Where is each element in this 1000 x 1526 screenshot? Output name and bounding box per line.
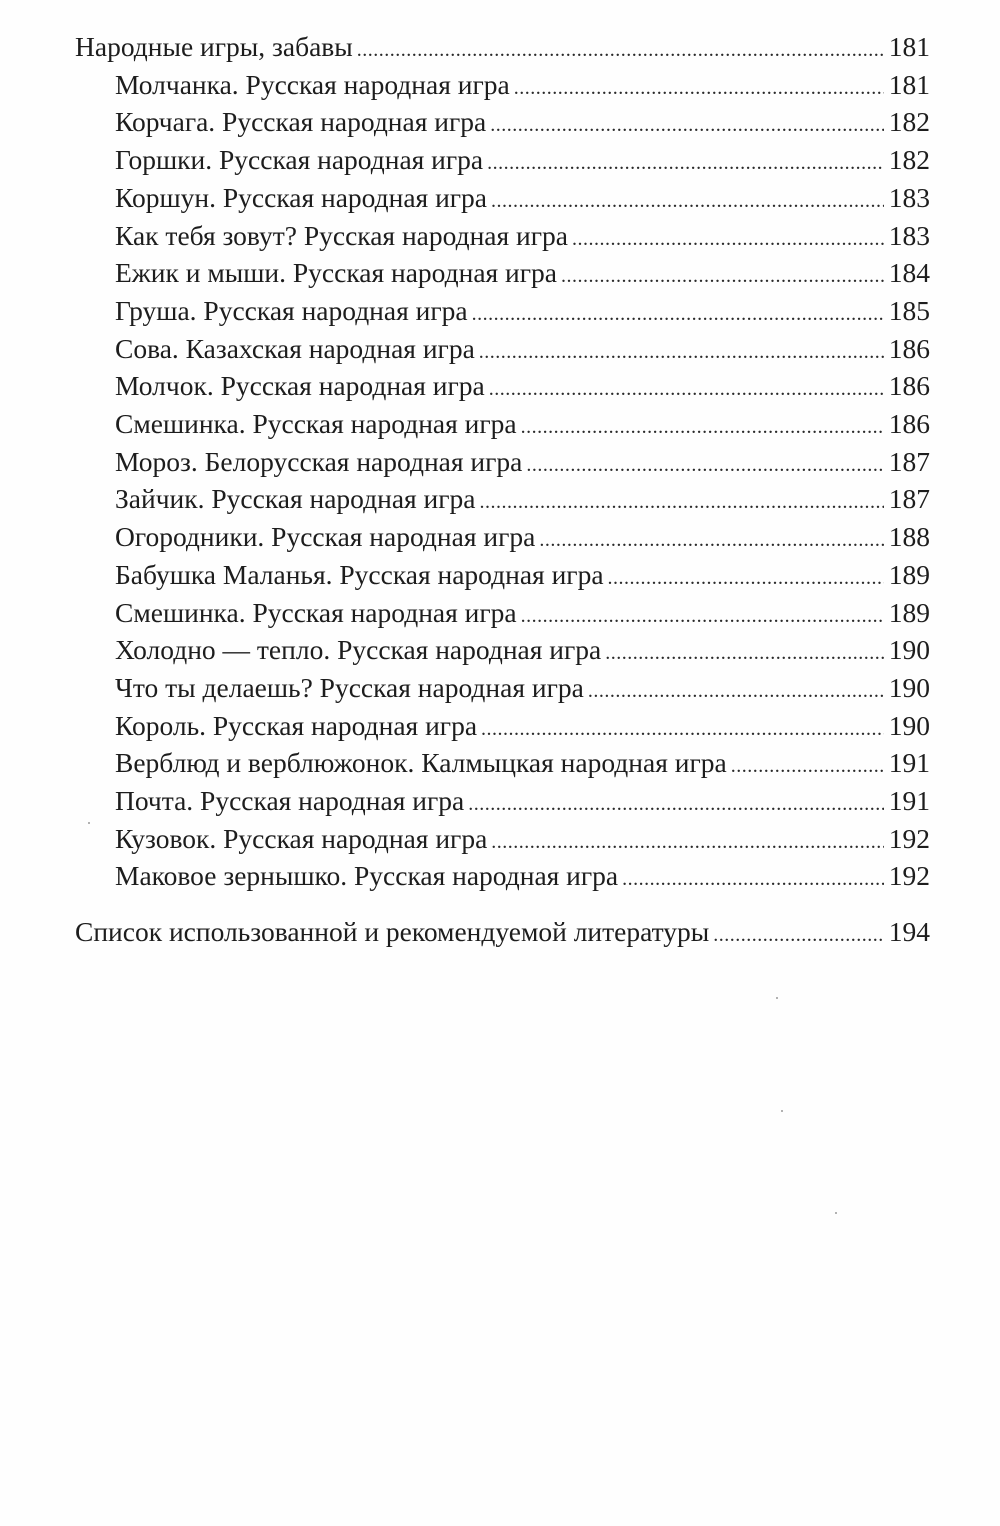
toc-entry[interactable] — [75, 219, 930, 257]
toc-entry-page: 183 — [888, 219, 930, 251]
toc-entry-title: Бабушка Маланья. Русская народная игра — [115, 558, 604, 590]
dot-leader — [572, 223, 884, 257]
dot-leader — [521, 411, 884, 445]
toc-entry[interactable] — [75, 859, 930, 897]
toc-entry-title: Ежик и мыши. Русская народная игра — [115, 257, 558, 289]
toc-entry-title: Сова. Казахская народная игра — [115, 332, 475, 364]
toc-entry[interactable] — [75, 784, 930, 822]
toc-entry-title: Холодно — тепло. Русская народная игра — [115, 634, 602, 666]
dot-leader — [357, 34, 884, 68]
toc-entry-title: Мороз. Белорусская народная игра — [115, 445, 523, 477]
toc-entry-page: 183 — [888, 181, 930, 213]
dot-leader — [622, 863, 884, 897]
toc-entry[interactable] — [75, 746, 930, 784]
dot-leader — [491, 185, 884, 219]
toc-entry-title: Верблюд и верблюжонок. Калмыцкая народная игра — [115, 747, 727, 779]
toc-entry[interactable] — [75, 520, 930, 558]
paper-speck — [835, 1212, 837, 1214]
toc-entry[interactable] — [75, 105, 930, 143]
dot-leader — [490, 109, 884, 143]
toc-entry-page: 181 — [888, 31, 930, 62]
toc-entry-page: 186 — [888, 408, 930, 440]
toc-entry-title: Молчанка. Русская народная игра — [115, 68, 510, 100]
dot-leader — [479, 336, 884, 370]
toc-entry-page: 184 — [888, 257, 930, 289]
toc-entry-page: 182 — [888, 144, 930, 176]
toc-entry[interactable] — [75, 68, 930, 106]
toc-entry-page: 187 — [888, 483, 930, 515]
toc-entry[interactable] — [75, 558, 930, 596]
toc-entry[interactable] — [75, 671, 930, 709]
toc-entry-page: 186 — [888, 332, 930, 364]
dot-leader — [605, 637, 884, 671]
toc-entry-page: 190 — [888, 671, 930, 703]
toc-entry-title: Смешинка. Русская народная игра — [115, 408, 517, 440]
toc-entry-title: Список использованной и рекомендуемой литературы — [75, 916, 710, 948]
toc-entry-page: 190 — [888, 709, 930, 741]
toc-entry-page: 192 — [888, 822, 930, 854]
toc-entry[interactable] — [75, 822, 930, 860]
dot-leader — [526, 449, 883, 483]
toc-entry[interactable] — [75, 181, 930, 219]
toc-entry-title: Огородники. Русская народная игра — [115, 521, 536, 553]
dot-leader — [491, 826, 883, 860]
toc-entry-title: Коршун. Русская народная игра — [115, 181, 488, 213]
dot-leader — [489, 373, 884, 407]
toc-entry-title: Маковое зернышко. Русская народная игра — [115, 860, 619, 892]
toc-section-folk-games[interactable] — [75, 30, 930, 68]
toc-entry-title: Народные игры, забавы — [75, 31, 353, 62]
toc-entry[interactable] — [75, 482, 930, 520]
toc-entry[interactable] — [75, 332, 930, 370]
toc-entry-page: 191 — [888, 785, 930, 817]
dot-leader — [468, 788, 884, 822]
dot-leader — [608, 562, 884, 596]
toc-entry-page: 186 — [888, 370, 930, 402]
table-of-contents — [75, 30, 930, 953]
toc-entry-title: Горшки. Русская народная игра — [115, 144, 484, 176]
toc-section-bibliography[interactable] — [75, 915, 930, 953]
toc-entry[interactable] — [75, 445, 930, 483]
toc-entry-title: Молчок. Русская народная игра — [115, 370, 485, 402]
toc-entry[interactable] — [75, 596, 930, 634]
toc-entry-title: Груша. Русская народная игра — [115, 294, 468, 326]
dot-leader — [539, 524, 883, 558]
toc-entry[interactable] — [75, 407, 930, 445]
dot-leader — [514, 72, 884, 106]
paper-speck — [776, 997, 778, 999]
toc-entry-title: Корчага. Русская народная игра — [115, 106, 487, 138]
dot-leader — [561, 260, 884, 294]
toc-entry-page: 189 — [888, 596, 930, 628]
toc-entry-page: 192 — [888, 860, 930, 892]
paper-speck — [88, 822, 90, 824]
dot-leader — [487, 147, 884, 181]
toc-entry-title: Зайчик. Русская народная игра — [115, 483, 476, 515]
toc-entry-page: 188 — [888, 521, 930, 553]
toc-entry[interactable] — [75, 143, 930, 181]
dot-leader — [480, 486, 884, 520]
toc-entry-page: 190 — [888, 634, 930, 666]
dot-leader — [481, 713, 884, 747]
toc-entry-title: Что ты делаешь? Русская народная игра — [115, 671, 584, 703]
toc-entry-page: 182 — [888, 106, 930, 138]
toc-entry-page: 191 — [888, 747, 930, 779]
toc-entry-page: 187 — [888, 445, 930, 477]
dot-leader — [713, 919, 884, 953]
toc-entry-page: 189 — [888, 558, 930, 590]
dot-leader — [731, 750, 884, 784]
dot-leader — [521, 600, 884, 634]
toc-entry-page: 185 — [888, 294, 930, 326]
dot-leader — [588, 675, 884, 709]
toc-entry[interactable] — [75, 709, 930, 747]
toc-entry-title: Смешинка. Русская народная игра — [115, 596, 517, 628]
toc-entry-title: Как тебя зовут? Русская народная игра — [115, 219, 568, 251]
toc-entry-title: Кузовок. Русская народная игра — [115, 822, 488, 854]
toc-entry[interactable] — [75, 633, 930, 671]
toc-entry[interactable] — [75, 294, 930, 332]
toc-entry-title: Король. Русская народная игра — [115, 709, 478, 741]
toc-entry-title: Почта. Русская народная игра — [115, 785, 465, 817]
toc-entry[interactable] — [75, 256, 930, 294]
toc-entry-page: 181 — [888, 68, 930, 100]
dot-leader — [472, 298, 884, 332]
toc-entry[interactable] — [75, 369, 930, 407]
toc-entry-page: 194 — [888, 916, 930, 948]
paper-speck — [781, 1110, 783, 1112]
